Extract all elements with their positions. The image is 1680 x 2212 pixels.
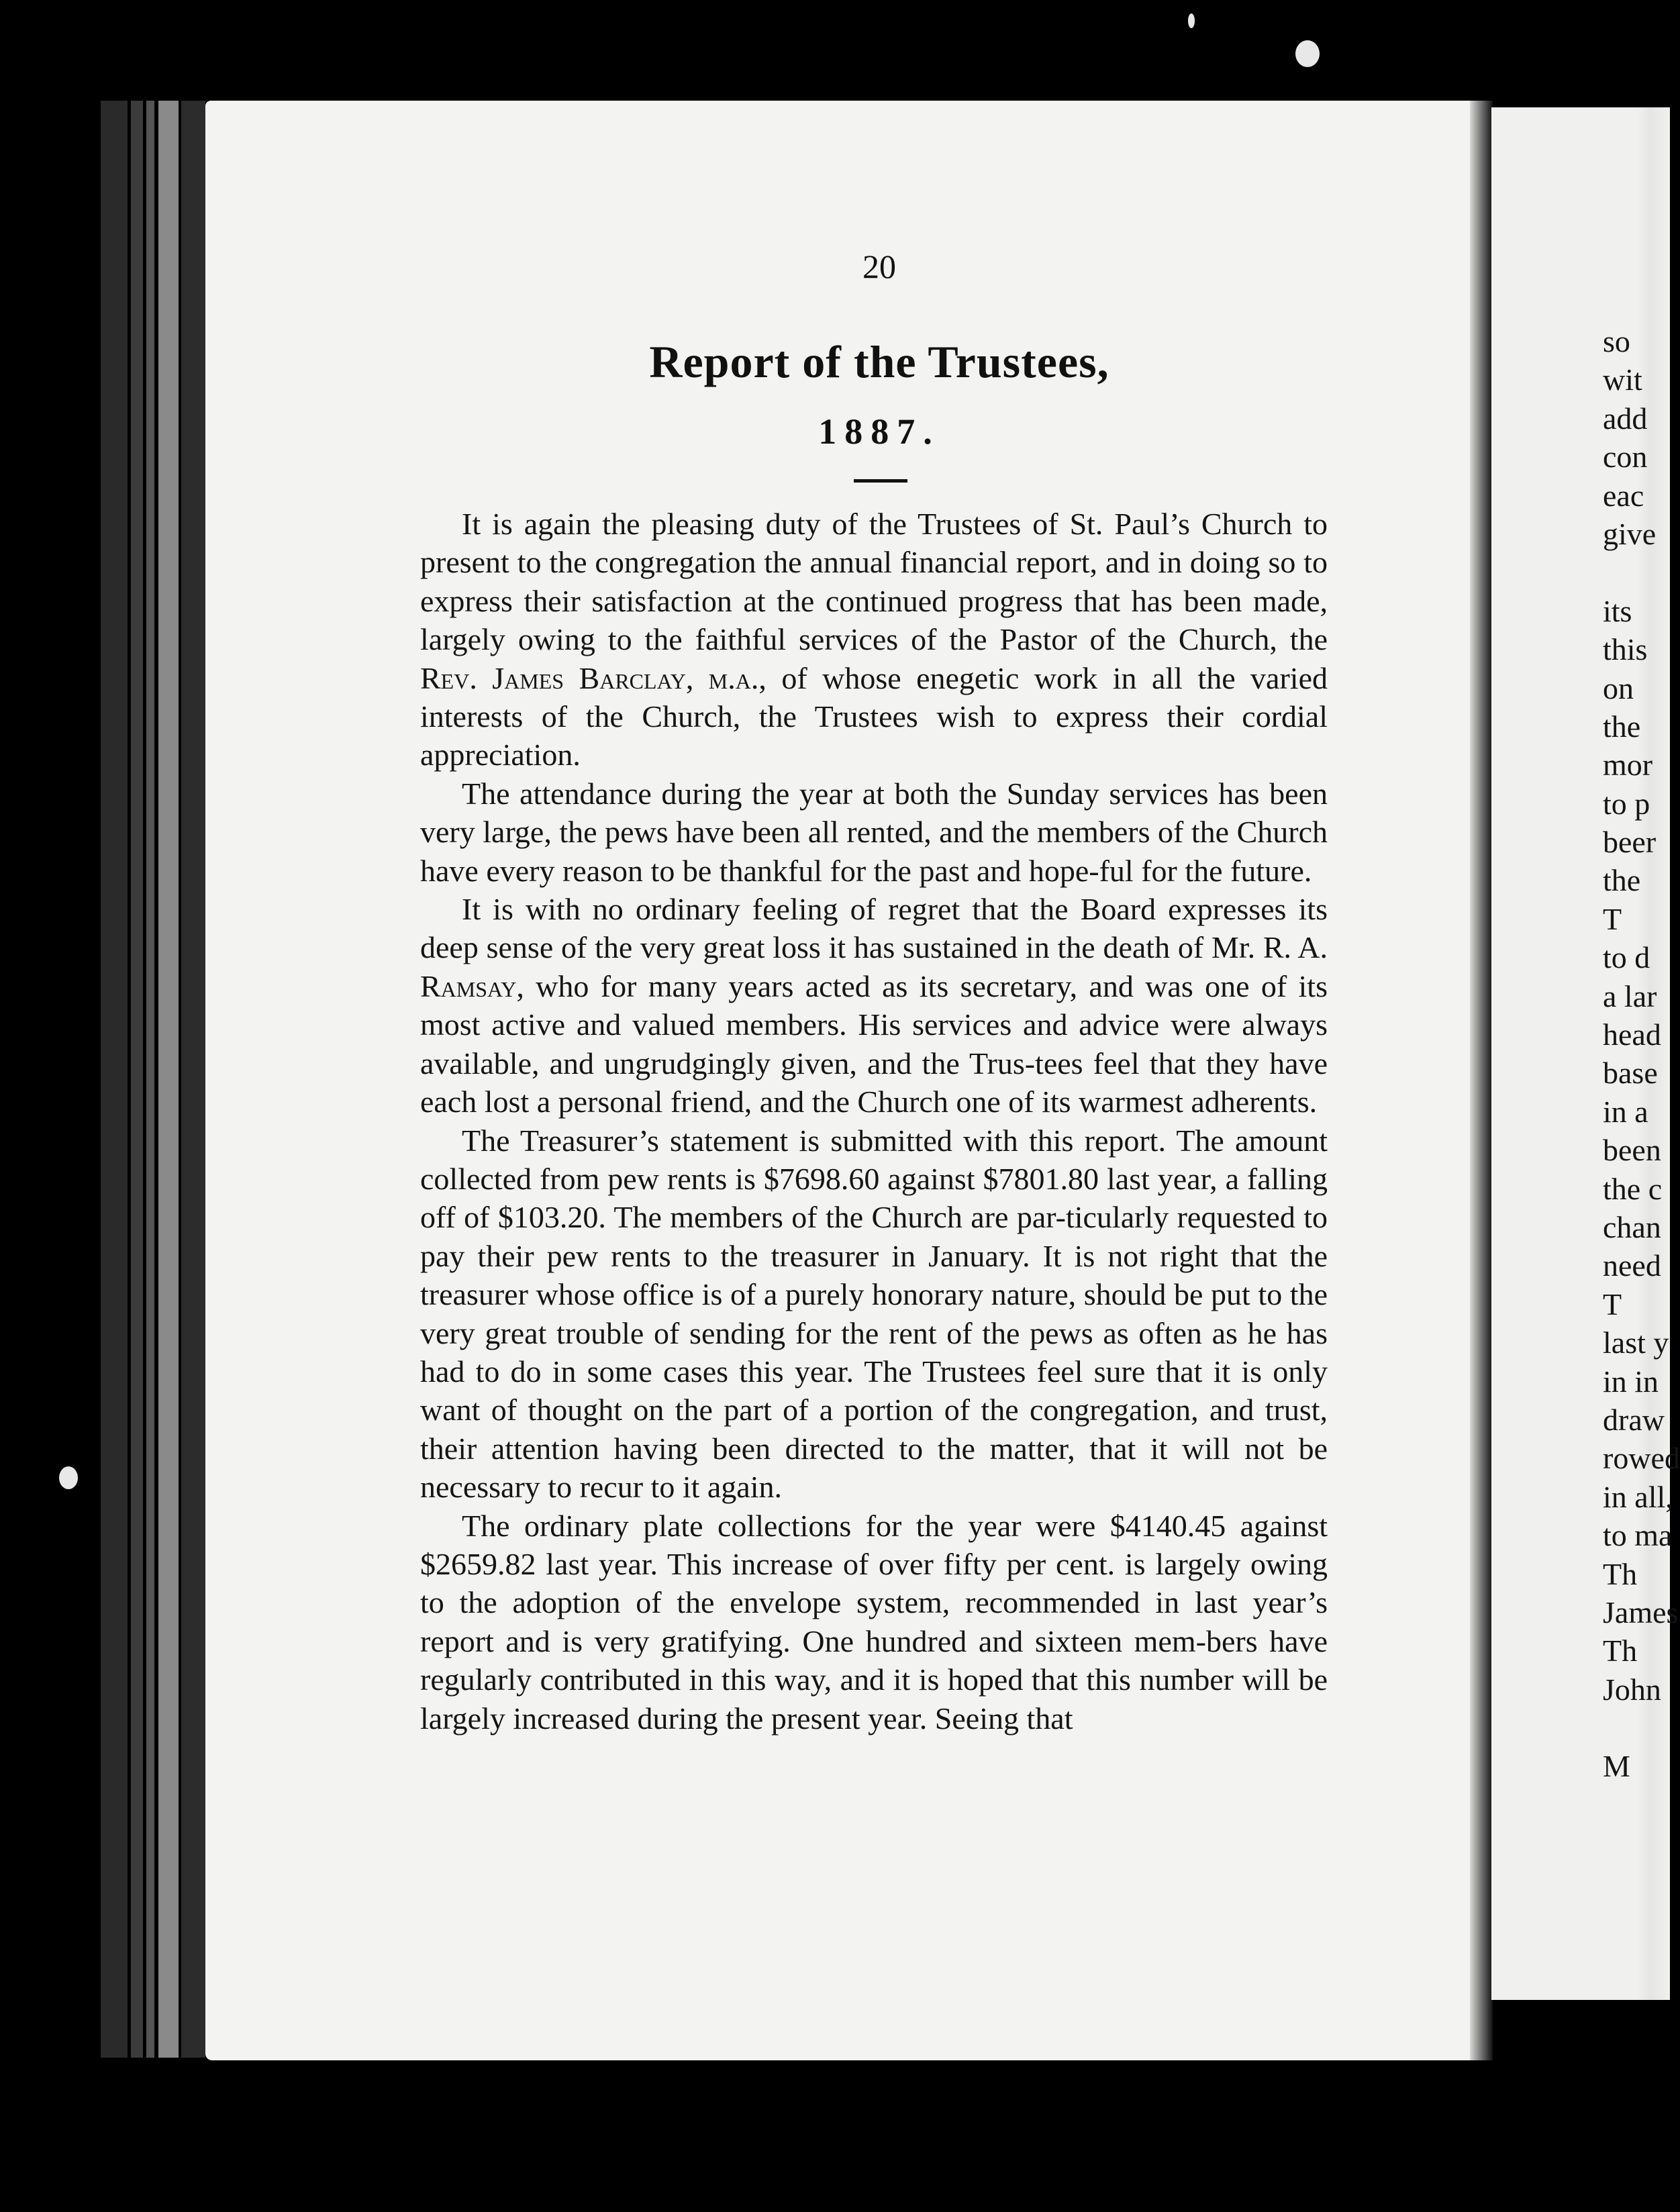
right-page-line: on — [1603, 670, 1634, 705]
book-spine-edge — [131, 101, 143, 2058]
right-page-line: to ma — [1603, 1518, 1673, 1553]
page-number: 20 — [862, 248, 896, 285]
right-page-line: in in — [1603, 1364, 1659, 1399]
secretary-name: Ramsay — [420, 968, 517, 1003]
right-page-line: this — [1603, 632, 1648, 667]
pastor-name: Rev. James Barclay, m.a. — [420, 660, 759, 695]
right-page-line — [1603, 1709, 1670, 1747]
paragraph: The Treasurer’s statement is submitted with this report. The amount collected from pew rents is $7698.60 against $7801.80 last year, a falling off of $103.20. The members of the Church are par-ticularly requested to pay their pew rents to the treasurer in January. It is not right that the treasurer whose office is of a purely honorary nature, should be put to the very great trouble of sending for the rent of the pews as often as he has had to do in some cases this year. The Trustees feel sure that it is only want of thought on the part of a portion of the congregation, and trust, their attention having been directed to the matter, that it will not be necessary to recur to it again. — [420, 1123, 1328, 1505]
right-page-line — [1603, 553, 1670, 591]
right-page-line: the c — [1603, 1171, 1663, 1206]
right-page-line: draw — [1603, 1402, 1665, 1437]
right-page-line: Th — [1603, 1556, 1638, 1591]
right-page-line: need — [1603, 1248, 1661, 1283]
right-page-line: T — [1603, 901, 1622, 936]
dust-speck — [59, 1466, 78, 1489]
book-spine-edge — [181, 101, 205, 2058]
right-page-line: to d — [1603, 940, 1650, 975]
right-page-line: T — [1603, 1287, 1622, 1321]
paragraph: The attendance during the year at both the Sunday services has been very large, the pews have been all rented, and the members of the Church have every reason to be thankful for the past and hope-ful for the future. — [420, 776, 1328, 888]
right-page-line: beer — [1603, 825, 1657, 860]
report-year: 1887. — [818, 411, 940, 452]
dust-speck — [1295, 40, 1320, 67]
right-page-line: chan — [1603, 1209, 1661, 1244]
right-page-line: base — [1603, 1056, 1658, 1091]
report-body — [420, 505, 1328, 1738]
right-page-line: last y — [1603, 1325, 1669, 1360]
title-rule — [854, 479, 907, 483]
dust-speck — [1188, 13, 1195, 28]
right-page-line: eac — [1603, 478, 1644, 513]
right-page-line: its — [1603, 593, 1632, 628]
book-spine-edge — [146, 101, 154, 2058]
page-title: Report of the Trustees, — [649, 336, 1109, 387]
right-page-line: con — [1603, 440, 1648, 474]
right-page-line: so — [1603, 324, 1630, 358]
page-gutter — [1470, 101, 1493, 2060]
right-page-line: a lar — [1603, 978, 1657, 1013]
right-page-line: the — [1603, 709, 1641, 744]
paragraph: The ordinary plate collections for the year were $4140.45 against $2659.82 last year. This increase of over fifty per cent. is largely owing to the adoption of the envelope system, recommended in last year’s report and is very gratifying. One hundred and sixteen mem-bers have regularly contributed in this way, and it is hoped that this number will be largely increased during the present year. Seeing that — [420, 1508, 1328, 1736]
right-page-line: Th — [1603, 1633, 1638, 1668]
right-page-line: John — [1603, 1672, 1661, 1707]
right-page-line: the — [1603, 863, 1641, 898]
book-spine-edge — [158, 101, 179, 2058]
right-page-line: mor — [1603, 748, 1653, 783]
paragraph: It is with no ordinary feeling of regret that the Board expresses its deep sense of the very great loss it has sustained in the death of Mr. R. A. Ramsay, who for many years acted as its secretary, and was one of its most active and valued members. His services and advice were always available, and ungrudgingly given, and the Trus-tees feel that they have each lost a personal friend, and the Church one of its warmest adherents. — [420, 892, 1328, 1119]
right-page-line: been — [1603, 1133, 1661, 1168]
right-page-line: in all, — [1603, 1479, 1673, 1514]
paragraph: It is again the pleasing duty of the Trustees of St. Paul’s Church to present to the congregation the annual financial report, and in doing so to express their satisfaction at the continued progress that has been made, largely owing to the faithful services of the Pastor of the Church, the Rev. James Barclay, m.a., of whose enegetic work in all the varied interests of the Church, the Trustees wish to express their cordial appreciation. — [420, 507, 1328, 772]
right-page-line: rowed — [1603, 1441, 1680, 1476]
right-page-line: add — [1603, 401, 1648, 436]
right-page-line: in a — [1603, 1094, 1648, 1129]
right-page-line: head — [1603, 1017, 1661, 1052]
right-page-line: give — [1603, 516, 1657, 551]
right-page-line: M — [1603, 1749, 1630, 1784]
right-page-line: to p — [1603, 786, 1650, 821]
right-page-line: James — [1603, 1595, 1679, 1629]
right-page-line: wit — [1603, 362, 1642, 397]
right-page-text-fragments — [1603, 322, 1680, 1786]
book-spine-edge — [101, 101, 128, 2058]
